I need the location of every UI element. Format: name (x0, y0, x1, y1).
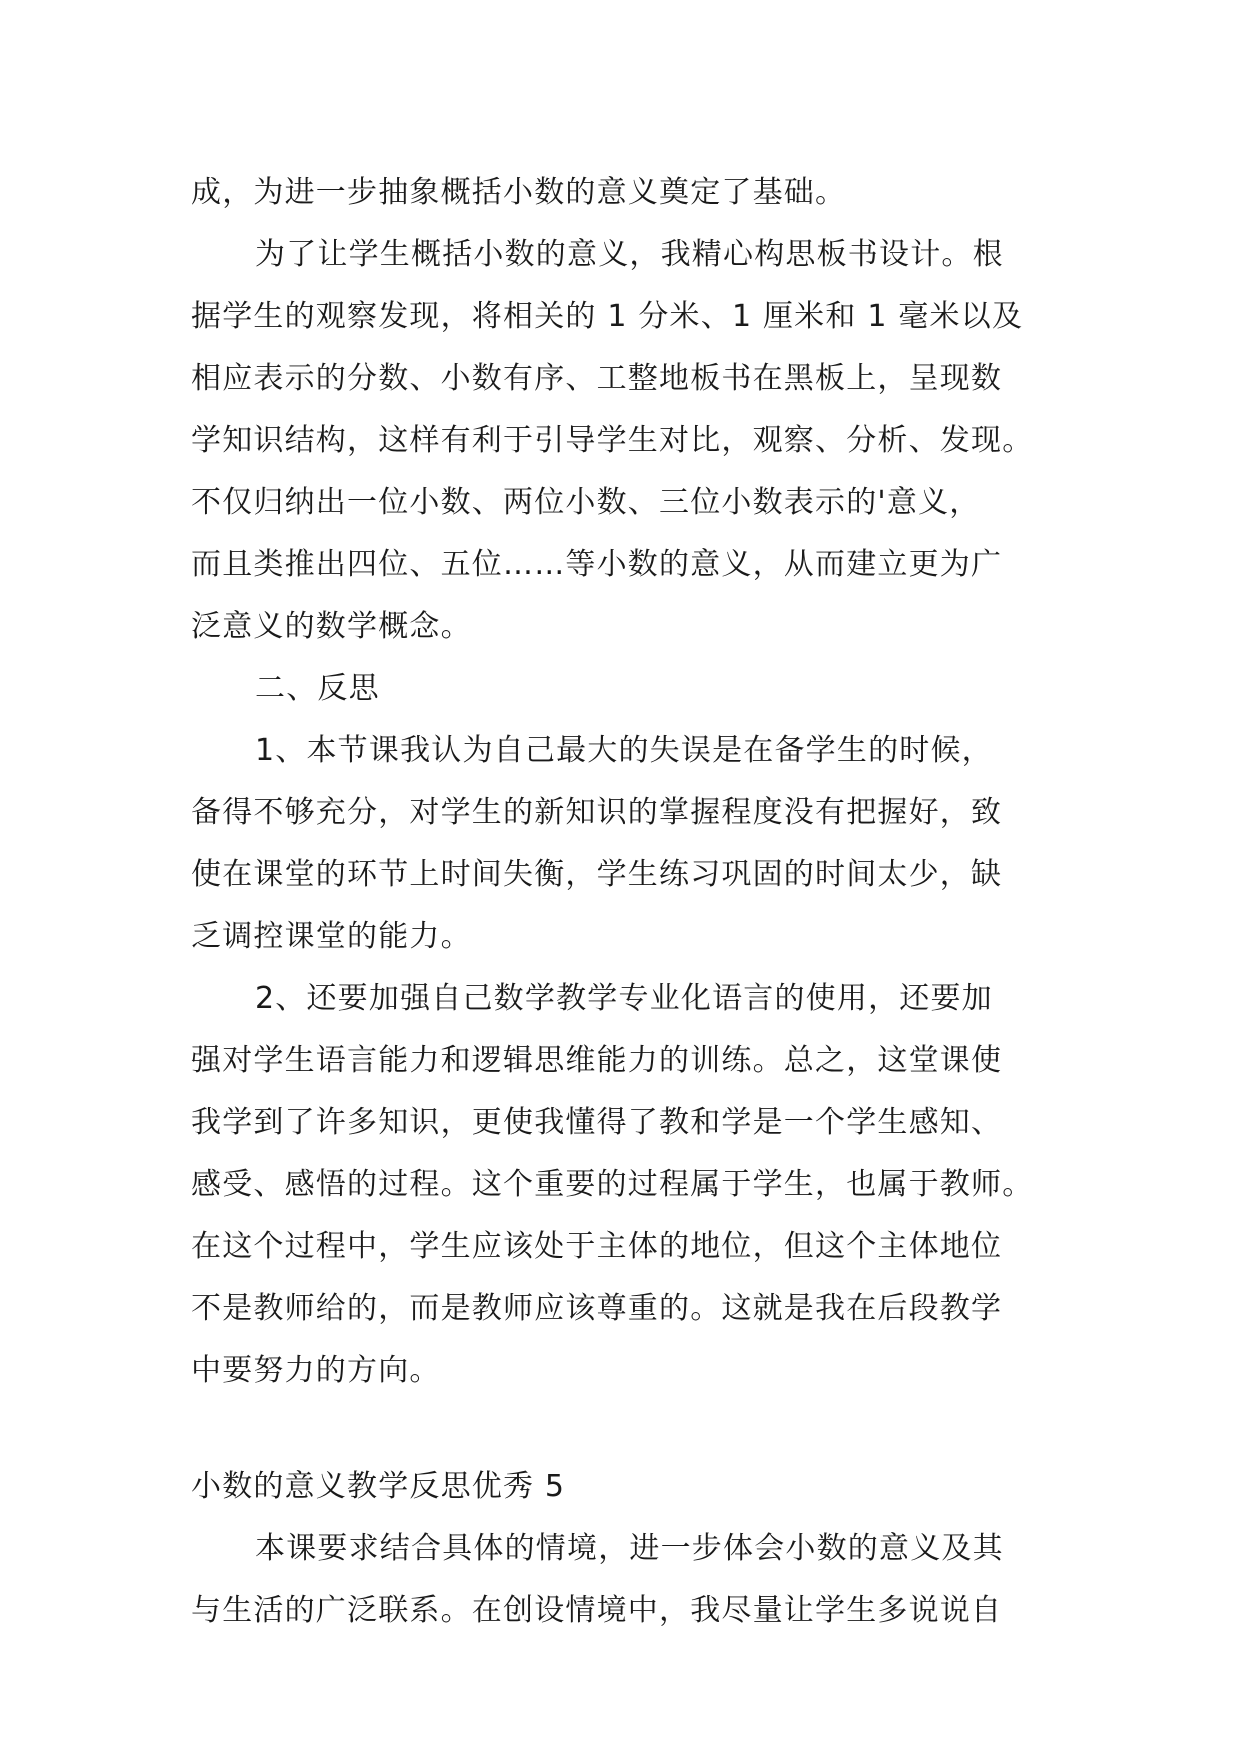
text-line: 相应表示的分数、小数有序、工整地板书在黑板上，呈现数 (191, 361, 1003, 396)
text-line: 在这个过程中，学生应该处于主体的地位，但这个主体地位 (191, 1229, 1003, 1264)
section-heading: 二、反思 (255, 671, 380, 706)
article-title: 小数的意义教学反思优秀 5 (191, 1469, 566, 1504)
text-line: 强对学生语言能力和逻辑思维能力的训练。总之，这堂课使 (191, 1043, 1003, 1078)
text-line: 据学生的观察发现，将相关的 1 分米、1 厘米和 1 毫米以及 (191, 299, 1024, 334)
paragraph-start: 本课要求结合具体的情境，进一步体会小数的意义及其 (255, 1531, 1004, 1566)
text-line: 乏调控课堂的能力。 (191, 919, 472, 954)
paragraph-start: 1、本节课我认为自己最大的失误是在备学生的时候， (255, 733, 993, 768)
text-line: 使在课堂的环节上时间失衡，学生练习巩固的时间太少，缺 (191, 857, 1003, 892)
paragraph-start: 2、还要加强自己数学教学专业化语言的使用，还要加 (255, 981, 993, 1016)
text-line: 与生活的广泛联系。在创设情境中，我尽量让学生多说说自 (191, 1593, 1003, 1628)
section-gap (191, 1402, 1071, 1456)
paragraph-start: 为了让学生概括小数的意义，我精心构思板书设计。根 (255, 237, 1004, 272)
text-line: 成，为进一步抽象概括小数的意义奠定了基础。 (191, 175, 847, 210)
text-line: 感受、感悟的过程。这个重要的过程属于学生，也属于教师。 (191, 1167, 1034, 1202)
text-line: 备得不够充分，对学生的新知识的掌握程度没有把握好，致 (191, 795, 1003, 830)
text-line: 不是教师给的，而是教师应该尊重的。这就是我在后段教学 (191, 1291, 1003, 1326)
text-line: 中要努力的方向。 (191, 1353, 441, 1388)
text-line: 泛意义的数学概念。 (191, 609, 472, 644)
text-line: 而且类推出四位、五位……等小数的意义，从而建立更为广 (191, 547, 1003, 582)
document-body (191, 162, 1071, 1642)
text-line: 我学到了许多知识，更使我懂得了教和学是一个学生感知、 (191, 1105, 1003, 1140)
text-line: 学知识结构，这样有利于引导学生对比，观察、分析、发现。 (191, 423, 1034, 458)
text-line: 不仅归纳出一位小数、两位小数、三位小数表示的'意义， (191, 485, 981, 520)
